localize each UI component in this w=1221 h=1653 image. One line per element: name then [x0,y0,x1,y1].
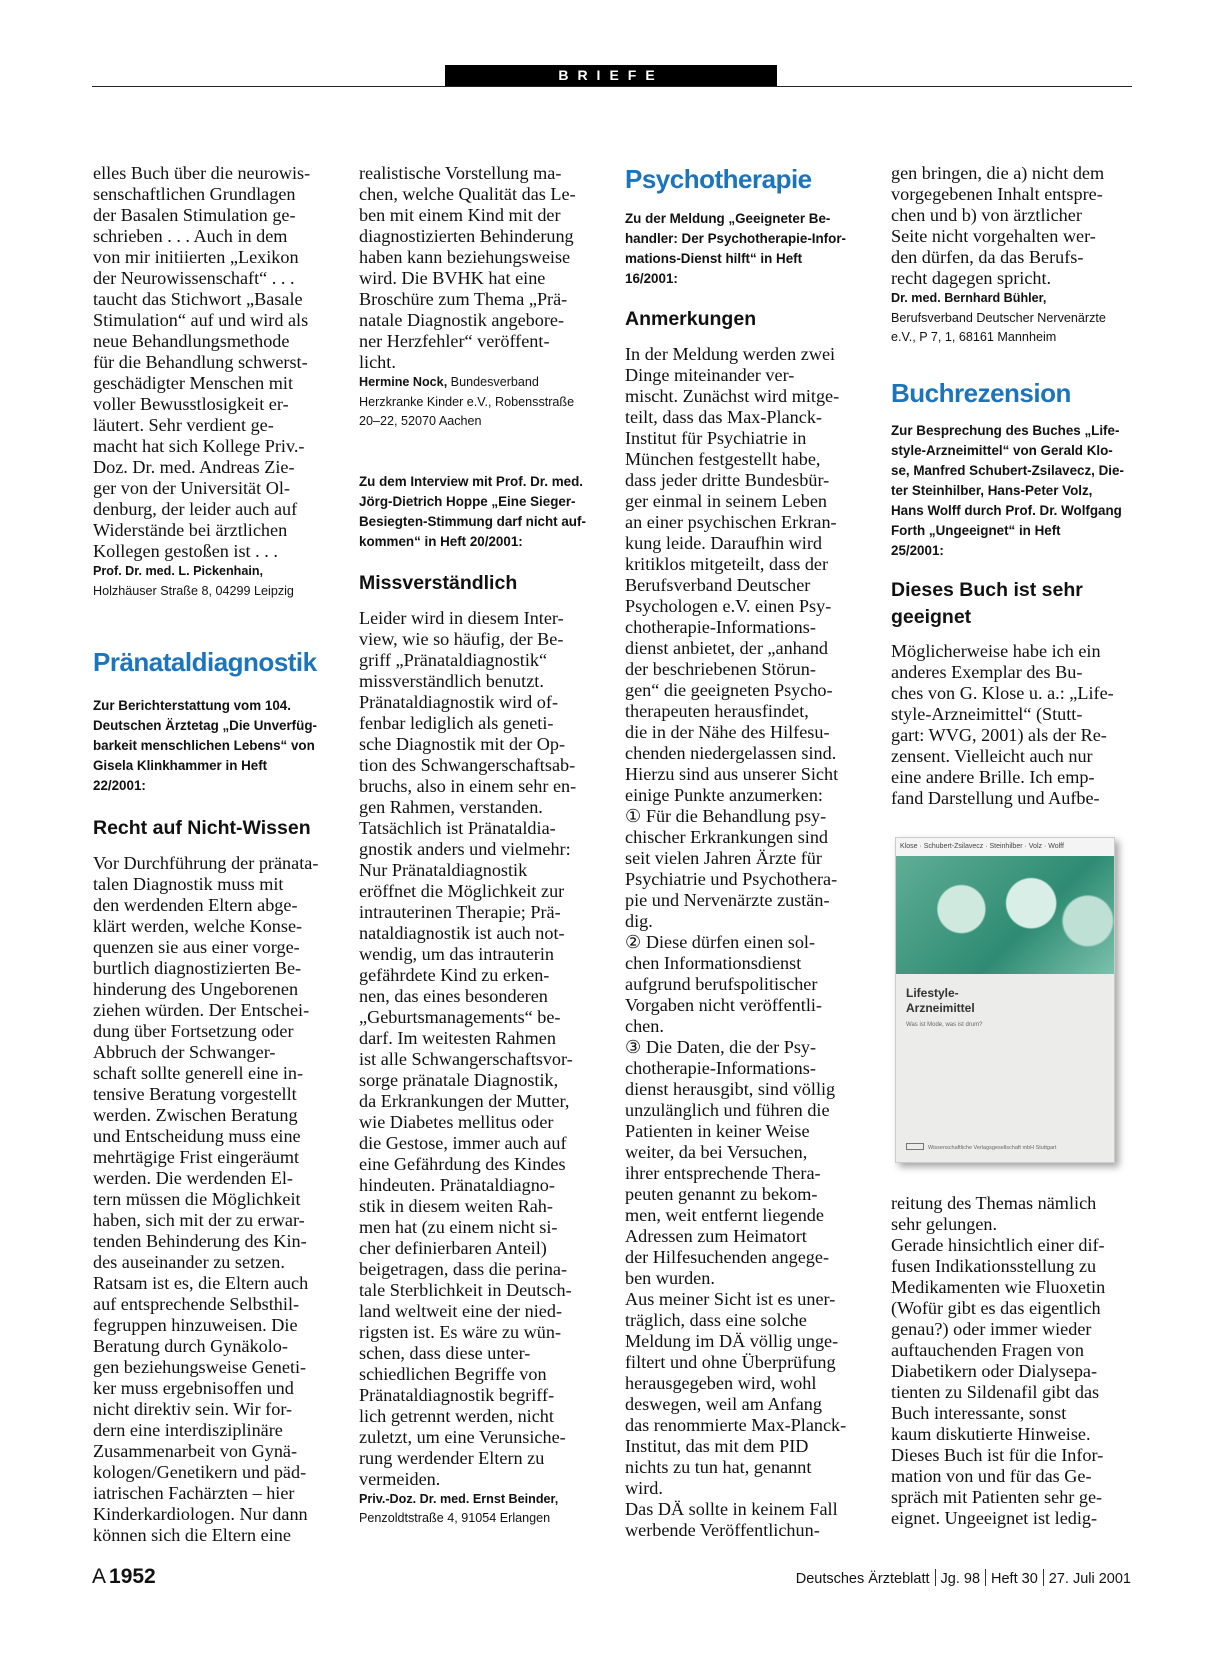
section-title-praenataldiagnostik: Pränataldiagnostik [93,647,317,677]
letter-continuation: elles Buch über die neurowis- senschaftlichen Grundlagen der Basalen Stimulation ge- schrieben . . . Auch in dem von mir initiierten „Lexikon der Neurowissenschaft“ . . . taucht das Stichwort „Basale Stimulation“ auf und wird als neue Behandlungsmethode für die Behandlung schwerst- geschädigter Menschen mit voller Bewusstlosigkeit er- läutert. Sehr verdient ge- macht hat sich Kollege Priv.- Doz. Dr. med. Andreas Zie- ger von der Universität Ol- denburg, der leider auch auf Widerstände bei ärztlichen Kollegen gestoßen ist . . . [93,163,311,561]
author-address: Berufsverband Deutscher Nervenärzte e.V., P 7, 1, 68161 Mannheim [891,310,1106,344]
letter-author [93,562,333,601]
author-name: Hermine Nock, [359,375,448,389]
letter-author [359,1490,599,1529]
author-name: Dr. med. Bernhard Bühler, [891,291,1047,305]
author-name: Prof. Dr. med. L. Pickenhain, [93,564,264,578]
letter-reference: Zu der Meldung „Geeigneter Be- handler: Der Psychotherapie-Infor- mations-Dienst hilft“ in Heft 16/2001: [625,211,846,286]
journal-footer [796,1569,1131,1587]
footer-separator [1043,1569,1044,1586]
book-publisher: Wissenschaftliche Verlagsgesellschaft mbH Stuttgart [928,1144,1057,1151]
column-2 [359,163,599,1529]
letter-reference: Zur Berichterstattung vom 104. Deutschen Ärztetag „Die Unverfüg- barkeit menschlichen Lebens“ von Gisela Klinkhammer in Heft 22/2001: [93,698,317,793]
letter-body: In der Meldung werden zwei Dinge miteinander ver- mischt. Zunächst wird mitge- teilt, dass das Max-Planck- Institut für Psychiatrie in München festgestellt habe, dass jeder dritte Bundesbür- ger einmal in seinem Leben an einer psychischen Erkran- kung leide. Daraufhin wird kritiklos mitgeteilt, dass der Berufsverband Deutscher Psychologen e.V. einen Psy- chotherapie-Informations- dienst anbietet, der „anhand der beschriebenen Störun- gen“ die geeigneten Psycho- therapeuten herausfindet, die in der Nähe des Hilfesu- chenden niedergelassen sind. Hierzu sind aus unserer Sicht einige Punkte anzumerken: ① Für die Behandlung psy- chischer Erkrankungen sind seit vielen Jahren Ärzte für Psychiatrie und Psychothera- pie und Nervenärzte zustän- dig. ② Diese dürfen einen sol- chen Informationsdienst aufgrund berufspolitischer Vorgaben nicht veröffentli- chen. ③ Die Daten, die der Psy- chotherapie-Informations- dienst herausgibt, sind völlig unzulänglich und führen die Patienten in keiner Weise weiter, da bei Versuchen, ihrer entsprechende Thera- peuten genannt zu bekom- men, weit entfernt liegende Adressen zum Heimatort der Hilfesuchenden angege- ben wurden. Aus meiner Sicht ist es uner- träglich, dass eine solche Meldung im DÄ völlig unge- filtert und ohne Überprüfung herausgegeben wird, wohl deswegen, weil am Anfang das renommierte Max-Planck- Institut, das mit dem PID nichts zu tun hat, genannt wird. Das DÄ sollte in keinem Fall werbende Veröffentlichun- [625,344,847,1540]
section-tab: BRIEFE [445,65,777,86]
publisher-logo-icon [906,1143,924,1150]
journal-volume: Jg. 98 [940,1571,981,1587]
book-photo [896,856,1114,974]
letter-body: Leider wird in diesem Inter- view, wie so häufig, der Be- griff „Pränataldiagnostik“ missverständlich benutzt. Pränataldiagnostik wird of- fenbar lediglich als geneti- sche Diagnostik mit der Op- tion des Schwangerschaftsab- bruchs, also in einem sehr en- gen Rahmen, verstanden. Tatsächlich ist Pränataldia- gnostik anders und vielmehr: Nur Pränataldiagnostik eröffnet die Möglichkeit zur intrauterinen Therapie; Prä- nataldiagnostik ist auch not- wendig, um das intrauterin gefährdete Kind zu erken- nen, das eines besonderen „Geburtsmanagements“ be- darf. Im weitesten Rahmen ist alle Schwangerschaftsvor- sorge pränatale Diagnostik, da Erkrankungen der Mutter, wie Diabetes mellitus oder die Gestose, immer auch auf eine Gefährdung des Kindes hindeuten. Pränataldiagno- stik in diesem weiten Rah- men hat (zu einem nicht si- cher definierbaren Anteil) beigetragen, dass die perina- tale Sterblichkeit in Deutsch- land weltweit eine der nied- rigsten ist. Es wäre zu wün- schen, dass diese unter- schiedlichen Begriffe von Pränataldiagnostik begriff- lich getrennt werden, nicht zuletzt, um eine Verunsiche- rung werdender Eltern zu vermeiden. [359,607,577,1489]
letter-title: Missverständlich [359,571,518,594]
header-rule [92,86,1132,87]
section-title-psychotherapie: Psychotherapie [625,164,812,194]
section-title-buchrezension: Buchrezension [891,377,1071,408]
letter-continuation: gen bringen, die a) nicht dem vorgegebenen Inhalt entspre- chen und b) von ärztlicher Seite nicht vorgehalten wer- den dürfen, da das Berufs- recht dagegen spricht. [891,163,1105,288]
journal-date: 27. Juli 2001 [1048,1571,1131,1587]
journal-issue: Heft 30 [991,1571,1038,1587]
column-3 [625,163,865,1541]
letter-reference: Zu dem Interview mit Prof. Dr. med. Jörg-Dietrich Hoppe „Eine Sieger- Besiegten-Stimmung darf nicht auf- kommen“ in Heft 20/2001: [359,473,586,549]
page-number [92,1565,156,1589]
letter-title: Dieses Buch ist sehr geeignet [891,578,1083,628]
book-subtitle: Was ist Mode, was ist drum? [906,1021,983,1028]
letter-title: Anmerkungen [625,308,757,330]
letter-continuation: realistische Vorstellung ma- chen, welche Qualität das Le- ben mit einem Kind mit der diagnostizierten Behinderung haben kann beziehungsweise wird. Die BVHK hat eine Broschüre zum Thema „Prä- natale Diagnostik angebore- ner Herzfehler“ veröffent- licht. [359,163,576,372]
page-prefix: A [92,1565,107,1588]
footer-separator [985,1569,986,1586]
letter-body: Möglicherweise habe ich ein anderes Exemplar des Bu- ches von G. Klose u. a.: „Life- style-Arzneimittel“ (Stutt- gart: WVG, 2001) als der Re- zensent. Vielleicht auch nur eine andere Brille. Ich emp- fand Darstellung und Aufbe- [891,640,1114,808]
letter-body-continued: reitung des Themas nämlich sehr gelungen. Gerade hinsichtlich einer dif- fusen Indikationsstellung zu Medikamenten wie Fluoxetin (Wofür gibt es das eigentlich genau?) oder immer wieder auftauchenden Fragen von Diabetikern oder Dialysepa- tienten zu Sildenafil gibt das Buch interessante, sonst kaum diskutierte Hinweise. Dieses Buch ist für die Infor- mation von und für das Ge- spräch mit Patienten sehr ge- eignet. Ungeeignet ist ledig- [891,1192,1106,1528]
column-4 [891,163,1131,1529]
author-address: Penzoldtstraße 4, 91054 Erlangen [359,1511,551,1525]
footer-separator [935,1569,936,1586]
column-1 [93,163,333,1546]
page-number-value: 1952 [109,1565,156,1588]
letter-title: Recht auf Nicht-Wissen [93,817,311,839]
letter-reference: Zur Besprechung des Buches „Life- style-Arzneimittel“ von Gerald Klo- se, Manfred Schubert-Zsilavecz, Die- ter Steinhilber, Hans-Peter Volz, Hans Wolff durch Prof. Dr. Wolfgang Forth „Ungeeignet“ in Heft 25/2001: [891,422,1124,558]
journal-name: Deutsches Ärzteblatt [795,1571,930,1587]
book-title: Lifestyle- Arzneimittel [906,985,975,1015]
book-cover-image [895,837,1115,1163]
author-name: Priv.-Doz. Dr. med. Ernst Beinder, [359,1491,559,1506]
author-address: Holzhäuser Straße 8, 04299 Leipzig [93,583,294,598]
letter-author [359,373,599,432]
book-authors: Klose · Schubert-Zsilavecz · Steinhilber · Volz · Wolff [896,838,1114,856]
letter-body: Vor Durchführung der pränata- talen Diagnostik muss mit den werdenden Eltern abge- klärt werden, welche Konse- quenzen sie aus einer vorge- burtlich diagnostizierten Be- hinderung des Ungeborenen ziehen würden. Der Entschei- dung über Fortsetzung oder Abbruch der Schwanger- schaft sollte generell eine in- tensive Beratung vorgestellt werden. Zwischen Beratung und Entscheidung muss eine mehrtägige Frist eingeräumt werden. Die werdenden El- tern müssen die Möglichkeit haben, sich mit der zu erwar- tenden Behinderung des Kin- des auseinander zu setzen. Ratsam ist es, die Eltern auch auf entsprechende Selbsthil- fegruppen hinzuweisen. Die Beratung durch Gynäkolo- gen beziehungsweise Geneti- ker muss ergebnisoffen und nicht direktiv sein. Wir for- dern eine interdisziplinäre Zusammenarbeit von Gynä- kologen/Genetikern und päd- iatrischen Fachärzten – hier Kinderkardiologen. Nur dann können sich die Eltern eine [93,853,319,1545]
letter-author [891,289,1131,348]
author-address: Bundesverband Herzkranke Kinder e.V., Robensstraße 20–22, 52070 Aachen [359,375,575,428]
